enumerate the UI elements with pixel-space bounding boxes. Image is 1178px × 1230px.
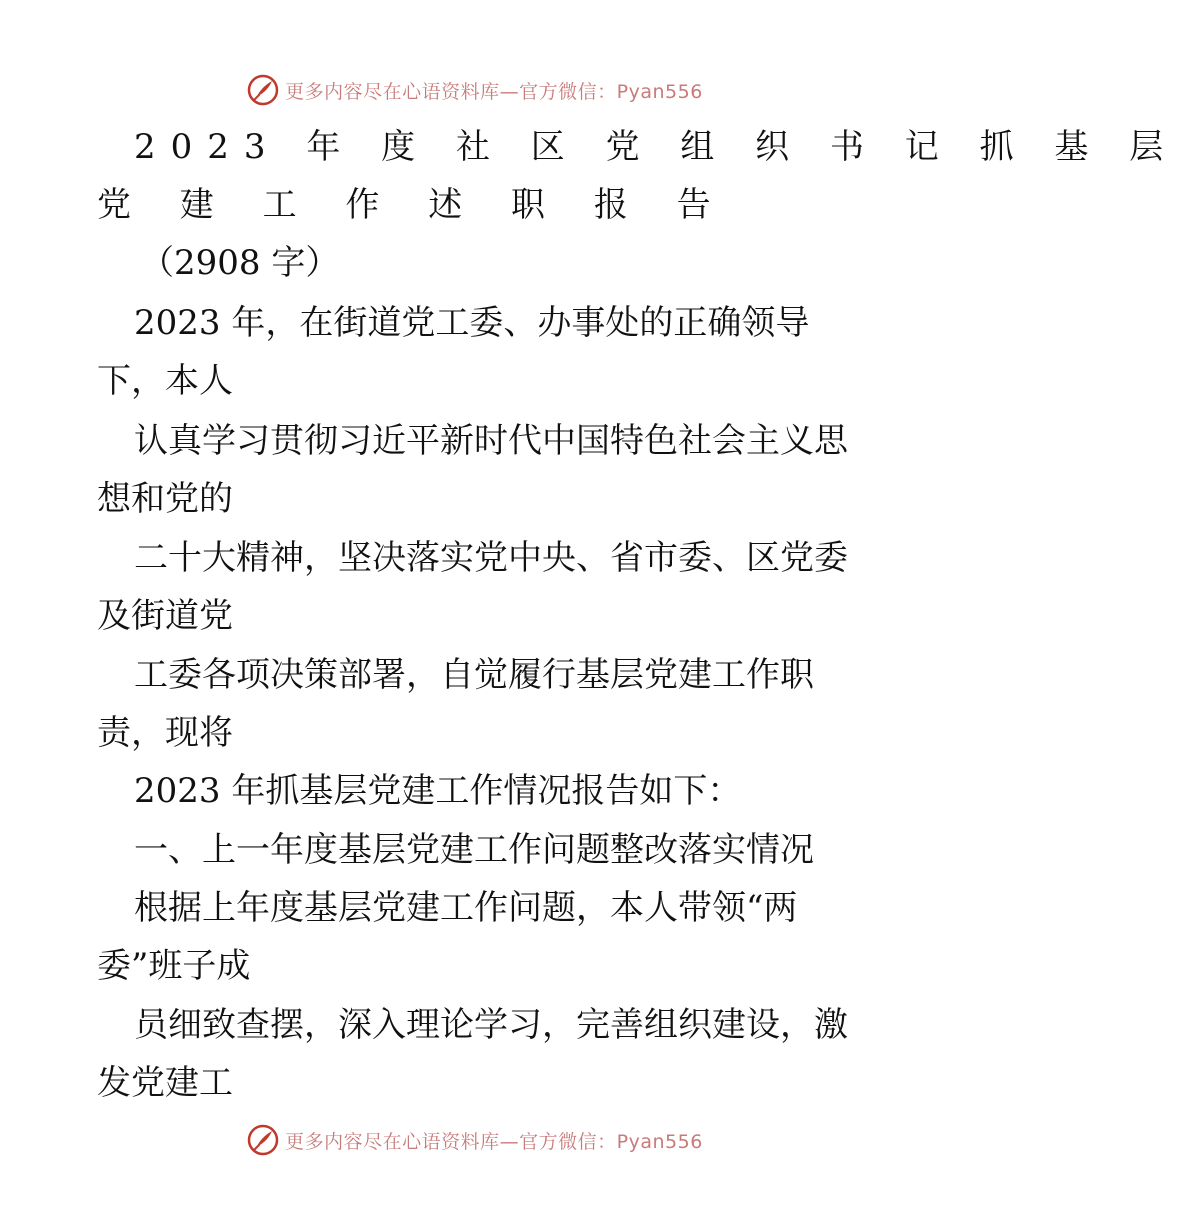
body-line: 员细致查摆，深入理论学习，完善组织建设，激 xyxy=(134,1005,848,1045)
section-heading: 一、上一年度基层党建工作问题整改落实情况 xyxy=(134,830,814,870)
quill-pen-logo-icon xyxy=(247,74,279,106)
body-line: 工委各项决策部署，自觉履行基层党建工作职 xyxy=(134,655,814,695)
body-line: 2023 年，在街道党工委、办事处的正确领导 xyxy=(134,303,810,343)
body-line: 下，本人 xyxy=(97,361,233,401)
body-line: 根据上年度基层党建工作问题，本人带领“两 xyxy=(134,888,798,928)
watermark-text: 更多内容尽在心语资料库—官方微信：Pyan556 xyxy=(285,80,703,103)
document-title-line-2: 党 建 工 作 述 职 报 告 xyxy=(97,185,730,225)
body-line: 认真学习贯彻习近平新时代中国特色社会主义思 xyxy=(134,421,848,461)
body-line: 责，现将 xyxy=(97,713,233,753)
body-line: 及街道党 xyxy=(97,596,233,636)
body-line: 发党建工 xyxy=(97,1063,233,1103)
watermark-text: 更多内容尽在心语资料库—官方微信：Pyan556 xyxy=(285,1130,703,1153)
quill-pen-logo-icon xyxy=(247,1124,279,1156)
word-count: （2908 字） xyxy=(140,243,340,283)
watermark-header xyxy=(0,72,950,108)
body-line: 2023 年抓基层党建工作情况报告如下： xyxy=(134,771,742,811)
body-line: 委”班子成 xyxy=(97,946,251,986)
document-title-line-1: 2023 年 度 社 区 党 组 织 书 记 抓 基 层 xyxy=(134,127,1178,167)
watermark-footer xyxy=(0,1122,950,1158)
body-line: 想和党的 xyxy=(97,479,233,519)
body-line: 二十大精神，坚决落实党中央、省市委、区党委 xyxy=(134,538,848,578)
